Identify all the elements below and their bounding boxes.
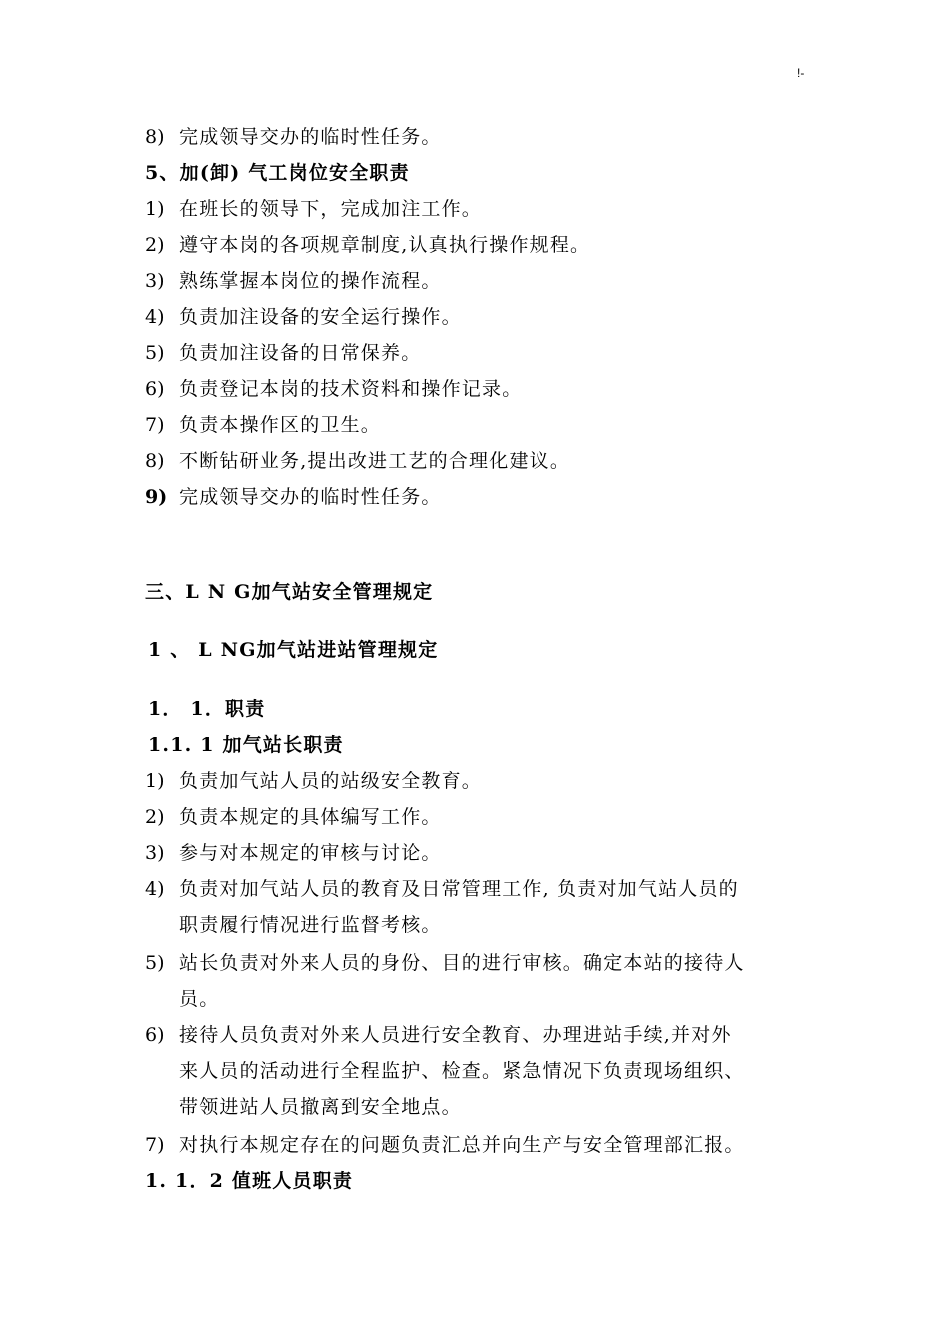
list-item (145, 377, 522, 401)
subsection-heading: 1． 1．职责 (148, 698, 266, 720)
item-number: 9) (145, 486, 168, 508)
list-item (145, 413, 381, 437)
item-text: 参与对本规定的审核与讨论。 (179, 842, 442, 864)
item-text: 完成领导交办的临时性任务。 (179, 126, 442, 148)
item-text: 负责加注设备的安全运行操作。 (179, 306, 462, 328)
page-mark: !- (797, 66, 805, 80)
item-text: 负责登记本岗的技术资料和操作记录。 (179, 378, 523, 400)
item-text: 遵守本岗的各项规章制度,认真执行操作规程。 (179, 234, 591, 256)
list-item-continuation: 来人员的活动进行全程监护、检查。紧急情况下负责现场组织、 (179, 1060, 745, 1082)
item-number: 3) (145, 842, 165, 864)
list-item (145, 1023, 732, 1047)
item-text: 负责本操作区的卫生。 (179, 414, 382, 436)
item-text: 接待人员负责对外来人员进行安全教育、办理进站手续,并对外 (179, 1024, 732, 1046)
item-number: 7) (145, 414, 165, 436)
item-text: 对执行本规定存在的问题负责汇总并向生产与安全管理部汇报。 (179, 1134, 745, 1156)
item-number: 7) (145, 1134, 165, 1156)
list-item (145, 485, 442, 509)
list-item (145, 233, 590, 257)
item-text: 站长负责对外来人员的身份、目的进行审核。确定本站的接待人 (179, 952, 745, 974)
list-item (145, 341, 421, 365)
item-text: 负责对加气站人员的教育及日常管理工作, 负责对加气站人员的 (179, 878, 739, 900)
list-item (145, 1133, 745, 1157)
list-item (145, 125, 442, 149)
list-item (145, 841, 442, 865)
list-item (145, 197, 482, 221)
item-text: 完成领导交办的临时性任务。 (179, 486, 442, 508)
list-item-continuation: 带领进站人员撤离到安全地点。 (179, 1096, 462, 1118)
item-number: 8) (145, 450, 165, 472)
list-item (145, 877, 739, 901)
item-number: 8) (145, 126, 165, 148)
subsection-heading: 1. 1．2 值班人员职责 (145, 1170, 354, 1192)
item-text: 负责加注设备的日常保养。 (179, 342, 422, 364)
item-number: 1) (145, 770, 165, 792)
list-item (145, 269, 442, 293)
part-heading: 三、L N G加气站安全管理规定 (145, 581, 434, 603)
list-item (145, 951, 745, 975)
section-heading: 5、加(卸) 气工岗位安全职责 (145, 162, 410, 184)
list-item (145, 769, 482, 793)
item-number: 5) (145, 342, 165, 364)
item-number: 4) (145, 878, 165, 900)
item-text: 在班长的领导下，完成加注工作。 (179, 198, 483, 220)
list-item (145, 305, 462, 329)
subsection-heading: 1.1. 1 加气站长职责 (148, 734, 344, 756)
item-text: 熟练掌握本岗位的操作流程。 (179, 270, 442, 292)
section-heading: 1 、 L NG加气站进站管理规定 (148, 639, 439, 661)
item-text: 负责本规定的具体编写工作。 (179, 806, 442, 828)
list-item (145, 805, 442, 829)
item-number: 1) (145, 198, 165, 220)
item-text: 不断钻研业务,提出改进工艺的合理化建议。 (179, 450, 571, 472)
item-number: 4) (145, 306, 165, 328)
item-number: 2) (145, 806, 165, 828)
item-number: 5) (145, 952, 165, 974)
item-number: 2) (145, 234, 165, 256)
item-number: 6) (145, 1024, 165, 1046)
item-number: 6) (145, 378, 165, 400)
item-number: 3) (145, 270, 165, 292)
list-item-continuation: 员。 (179, 988, 220, 1010)
list-item (145, 449, 570, 473)
item-text: 负责加气站人员的站级安全教育。 (179, 770, 483, 792)
list-item-continuation: 职责履行情况进行监督考核。 (179, 914, 442, 936)
